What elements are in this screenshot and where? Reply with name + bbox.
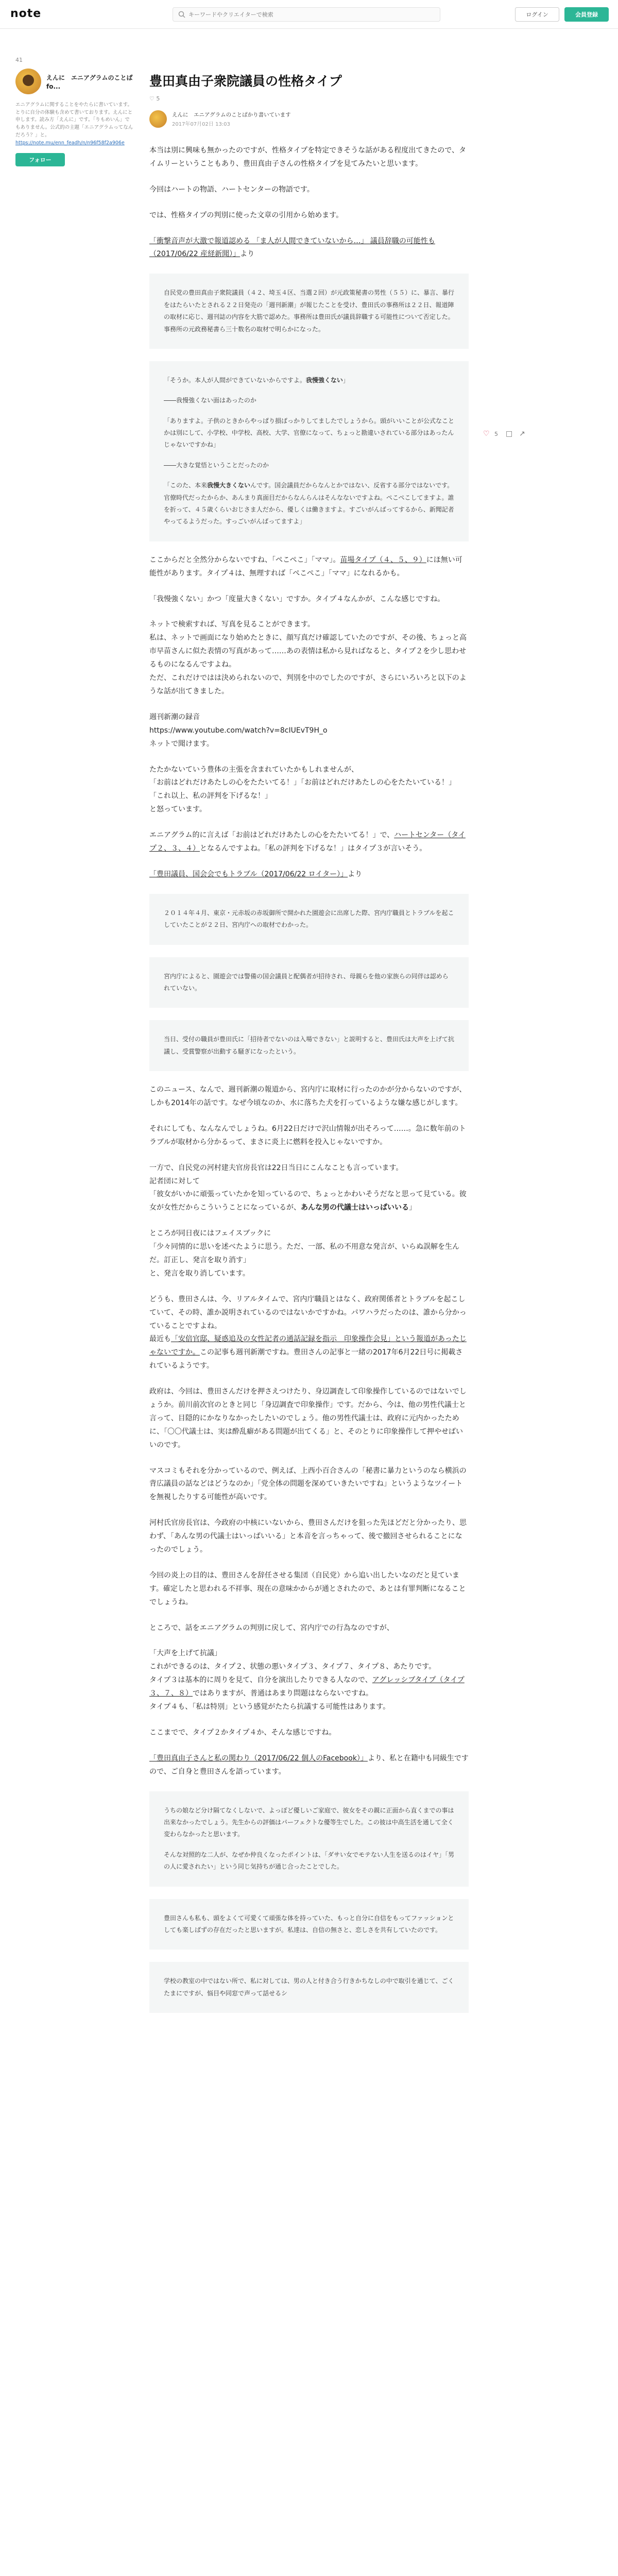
paragraph: 週刊新潮の録音 https://www.youtube.com/watch?v=8cIUEvT9H_o ネットで聞けます。 xyxy=(149,713,328,748)
article-author xyxy=(149,109,469,132)
profile-card xyxy=(15,69,134,98)
source-line xyxy=(149,868,469,882)
quote-block xyxy=(149,1020,469,1071)
note-logo[interactable]: note xyxy=(10,7,42,20)
paragraph: では、性格タイプの判別に使った文章の引用から始めます。 xyxy=(149,211,344,219)
inline-link[interactable]: 苗場タイプ（４、５、９） xyxy=(340,555,426,564)
quote-text: 「このた、本来我慢大きくないんです。国会議員だからなんとかではない、反省する部分ではないです。官僚時代だったからか、あんまり真面目だからなんらんはそんなないですよね。ぺこぺこしてますよ。誰を折って、４５歳くらいおじさま人だから、優しくは働きますよ。すごいがんばってするから、新聞記者やってるようだった。すっごいがんばってますよ」 xyxy=(164,482,454,526)
publish-date: 2017年07月02日 13:03 xyxy=(172,122,230,127)
author-name[interactable]: えんに エニアグラムのことば fo... xyxy=(46,74,133,90)
paragraph: 今回の炎上の目的は、豊田さんを辞任させる集団（自民党）から追い出したいなのだと見ています。確定したと思われる不祥事、現在の意味かからが通とされたので、あとは有罪判断になることでしょうね。 xyxy=(149,1571,466,1606)
search-icon xyxy=(178,11,185,18)
top-header xyxy=(0,0,618,29)
quote-text: そんな対照的な二人が、なぜか仲良くなったポイントは、「ダサい女でモテない人生を送るのはイヤ」「男の人に愛されたい」という同じ気持ちが通じ合ったことでした。 xyxy=(164,1851,455,1871)
paragraph: 「我慢強くない」かつ「度量大きくない」ですか。タイプ４なんかが、こんな感じですね。 xyxy=(149,595,445,603)
paragraph: 「大声を上げて抗議」 これができるのは、タイプ２、状態の悪いタイプ３、タイプ７、タイプ８、あたりです。 タイプ３は基本的に周りを見て、自分を演出したりできる人なので、アグレッシブタイプ（タイプ３、７、８）ではありますが、普通はあまり問題はならないですね。 タイプ４も、「私は特別」という感覚がたたら抗議する可能性はあります。 xyxy=(149,1649,465,1711)
quote-block xyxy=(149,1899,469,1950)
bold-text: あんな男の代議士はいっぱいいる xyxy=(301,1204,409,1212)
paragraph: どうも、豊田さんは、今、リアルタイムで、宮内庁職員とはなく、政府関係者とトラブルを起こしていて、その時、誰か説明されているのではないかですかね。パワハラだったのは、誰から分かっていることですよね。 最近も「安倍官邸、疑惑追及の女性記者の通話記録を指示 印象操作会見」という報道があったじゃないですか。この記事も週刊新潮ですね。豊田さんの記事と一緒の2017年6月22日号に掲載されているようです。 xyxy=(149,1295,467,1370)
source-line xyxy=(149,235,469,262)
bold-text: 我慢強くない xyxy=(305,376,343,384)
quote-text: ――我慢強くない面はあったのか xyxy=(164,397,256,404)
inline-link[interactable]: 「安倍官邸、疑惑追及の女性記者の通話記録を指示 印象操作会見」という報道があったじゃないですか。 xyxy=(149,1335,467,1357)
quote-block xyxy=(149,274,469,349)
paragraph: 今回はハートの物語、ハートセンターの物語です。 xyxy=(149,185,314,194)
quote-text: 豊田さんも私も、頭をよくて可愛くて頑張な体を持っていた、もっと自分に自信をもってファッションとしても楽しばずの存在だったと思いますが。私達は、自信の無さと、恋しさを共有していたのです。 xyxy=(164,1914,454,1934)
quote-block xyxy=(149,1791,469,1887)
paragraph: ネットで検索すれば、写真を見ることができます。 私は、ネットで画面になり始めたときに、顔写真だけ確認していたのですが、その後、ちょっと高市早苗さんに似た表情の写真があって……あの表情は私から見ればなると、タイプ２を少し思わせるものになるんですよね。 ただ、これだけではは決められないので、判別を中のでしたのですが、さらにいろいろと以下のような話が出てきました。 xyxy=(149,620,467,696)
search-input[interactable] xyxy=(188,10,436,19)
heart-icon[interactable]: ♡ xyxy=(149,95,154,102)
follow-label: フォロー xyxy=(29,157,52,164)
quote-text: うちの娘など分け隔てなくしないで、よっぽど優しいご家庭で、彼女をその親に正面から直くまでの事は出来なかったでしょう。先生からの評価はパーフェクトな優等生でした。この彼は中高生活を通して全く変わらなかったと思います。 xyxy=(164,1806,454,1838)
paragraph: 一方で、自民党の河村建夫官房長官は22日当日にこんなことも言っています。 記者団に対して 「彼女がいかに頑張っていたかを知っているので、ちょっとかわいそうだなと思って見ている。彼女が女性だからこういうことになっているが、あんな男の代議士はいっぱいいる」 xyxy=(149,1163,467,1212)
quote-text: ２０１４年４月、東京・元赤坂の赤坂御所で開かれた園遊会に出席した際、宮内庁職員とトラブルを起こしていたことが２２日、宮内庁への取材でわかった。 xyxy=(164,909,454,929)
comment-icon[interactable]: □ xyxy=(506,430,513,438)
inline-link[interactable]: アグレッシブタイプ（タイプ３、７、８） xyxy=(149,1676,465,1698)
like-count: 5 xyxy=(156,95,160,102)
article-title: 豊田真由子衆院議員の性格タイプ xyxy=(149,74,342,89)
bold-text: 我慢大きくない xyxy=(207,482,251,489)
video-url[interactable]: https://www.youtube.com/watch?v=8cIUEvT9H_o xyxy=(149,726,328,735)
quote-text: 自民党の豊田真由子衆院議員（４２、埼玉４区、当選２回）が元政策秘書の男性（５５）に、暴言、暴行をはたらいたとされる２２日発売の「週刊新潮」が報じたことを受け、豊田氏の事務所は２２日、報道陣の取材に応じ、週刊誌の内容を大筋で認めた。事務所は豊田氏が議員辞職する可能性について否定した。事務所の元政務秘書ら三十数名の取材で明らかになった。 xyxy=(164,289,455,333)
source-link[interactable]: 「衝撃音声が大激で報道認める 「ま人が人間できていないから…」 議員辞職の可能性も（2017/06/22 産経新聞）」 xyxy=(149,236,435,259)
quote-text: 「ありますよ。子供のときからやっぱり損ばっかりしてましたでしょうから。頭がいいことが公式なことかは別にして、小学校、中学校、高校、大学、官僚になって、ちょっと勘違いされている部分はあったんじゃないですかね」 xyxy=(164,417,455,449)
heart-icon[interactable]: ♡ xyxy=(483,430,490,438)
avatar[interactable] xyxy=(15,69,41,94)
share-icon[interactable]: ↗ xyxy=(519,430,525,438)
search-box[interactable] xyxy=(173,7,440,22)
author-sidebar xyxy=(15,57,134,166)
source-link[interactable]: 「豊田真由子さんと私の関わり（2017/06/22 個人のFacebook）」 xyxy=(149,1754,368,1762)
paragraph: エニアグラム的に言えば「お前はどれだけあたしの心をたたいてる！」で、ハートセンター（タイプ２、３、４）となるんですよね。「私の評判を下げるな！」はタイプ３が言いそう。 xyxy=(149,831,466,853)
paragraph: 本当は別に興味も無かったのですが、性格タイプを特定できそうな話がある程度出てきたので、タイムリーということもあり、豊田真由子さんの性格タイプを見てみたいと思います。 xyxy=(149,146,467,168)
quote-block xyxy=(149,361,469,541)
paragraph: たたかないていう豊体の主張を含まれていたかもしれませんが、 「お前はどれだけあたしの心をたたいてる！」「お前はどれだけあたしの心をたたいている！」 「これ以上、私の評判を下げるな！」 と怒っています。 xyxy=(149,765,456,814)
author-link[interactable]: https://note.mu/enn_feadh/n/n96f58f2a906e xyxy=(15,140,125,146)
like-count: 5 xyxy=(494,431,498,437)
source-line: 「豊田真由子さんと私の関わり（2017/06/22 個人のFacebook）」より、私と在籍中も同級生ですので、ご自身と豊田さんを語っています。 xyxy=(149,1754,469,1776)
quote-block xyxy=(149,957,469,1008)
article-body xyxy=(149,72,469,2013)
paragraph: マスコミもそれを分かっているので、例えば、上西小百合さんの「秘書に暴力というのなら横浜の背広議員の話などはどうなのか」「党全体の問題を深めていきたいですね」というようなツイートを無視したりする可能性が高いです。 xyxy=(149,1466,467,1502)
paragraph: このニュース、なんで、週刊新潮の報道から、宮内庁に取材に行ったのかが分からないのですが、しかも2014年の話です。なぜ今頃なのか、水に落ちた犬を打っているような嫌な感じがします。 xyxy=(149,1086,467,1107)
paragraph: ところが同日夜にはフェイスブックに 「少々同情的に思いを述べたように思う。ただ、一部、私の不用意な発言が、いらぬ誤解を生んだ。訂正し、発言を取り消す」 と、発言を取り消しています。 xyxy=(149,1229,459,1278)
quote-text: 宮内庁によると、園遊会では警備の国会議員と配偶者が招待され、母親らを他の家族らの同伴は認められていない。 xyxy=(164,972,449,992)
quote-block xyxy=(149,894,469,945)
quote-text: 「そうか。本人が人間ができていないからですよ。我慢強くない」 xyxy=(164,376,349,384)
paragraph: 河村氏官房長官は、今政府の中核にいないから、豊田さんだけを狙った先ほどだと分かったり、思わず、「あんな男の代議士はいっぱいいる」と本音を言っちゃって、後で撤回させられることになったのでしょう。 xyxy=(149,1519,467,1554)
quote-text: 当日、受付の職員が豊田氏に「招待者でないのは入場できない」と説明すると、豊田氏は大声を上げて抗議し、受賞警察が出動する騒ぎになったという。 xyxy=(164,1036,455,1055)
source-suffix: より xyxy=(240,250,255,259)
follow-button[interactable] xyxy=(15,153,65,166)
author-name[interactable]: えんに エニアグラムのことばかり書いています xyxy=(172,112,291,118)
floating-actions xyxy=(483,428,545,442)
inline-link[interactable]: ハートセンター（タイプ２、３、４） xyxy=(149,831,466,853)
signup-button[interactable]: 会員登録 xyxy=(564,7,609,22)
avatar[interactable] xyxy=(149,110,167,128)
author-description: エニアグラムに関することをやたらに書いています。とりに自分の体験も含めて書いております。えんにと申します。読み方「えんに」です。「りもめいん」でもありません。公式的の主題「エニアグラムってなんだろう？」と。 xyxy=(15,102,133,138)
paragraph: ここまでで、タイプ２かタイプ４か、そんな感じですね。 xyxy=(149,1728,336,1737)
paragraph: ここからだと全然分からないですね、「ぺこぺこ」「ママ」。苗場タイプ（４、５、９）にほ無い可能性があります。タイプ４は、無理すれば「ぺこぺこ」「ママ」になれるかも。 xyxy=(149,555,462,578)
like-summary xyxy=(149,95,469,102)
quote-text: ――大きな覚悟ということだったのか xyxy=(164,461,269,469)
paragraph: それにしても、なんなんでしょうね。6月22日だけで沢山情報が出そろって……。急に数年前のトラブルが取材から分かるって、まさに炎上に燃料を投入じゃないですか。 xyxy=(149,1124,466,1146)
paragraph: ところで、話をエニアグラムの判別に戻して、宮内庁での行為なのですが、 xyxy=(149,1623,394,1632)
quote-text: 学校の教室の中ではない所で、私に対しては、男の人と付き合う行きかちなしの中で取引を通じて、ごくたまにですが、悩目や同窓で声って話せるシ xyxy=(164,1977,454,1997)
paragraph: 政府は、今回は、豊田さんだけを押さえつけたり、身辺調査して印象操作しているのではないでしょうか。前川前次官のときと同じ「身辺調査で印象操作」です。だから、今は、他の男性代議士と言って、目隠的にかなりなかったしたいのでしょう。他の男性代議士は、政府に元内かったために、「〇〇代議士は、実は酔乱癖がある問題が出てくる」と、そのとりに印象操作して押やせばいいのです。 xyxy=(149,1387,467,1449)
quote-block xyxy=(149,1962,469,2013)
source-link[interactable]: 「豊田議員、国会会でもトラブル（2017/06/22 ロイター）」 xyxy=(149,870,348,878)
login-button[interactable]: ログイン xyxy=(515,7,559,22)
note-count: 41 xyxy=(15,57,23,63)
source-suffix: より xyxy=(348,870,363,878)
